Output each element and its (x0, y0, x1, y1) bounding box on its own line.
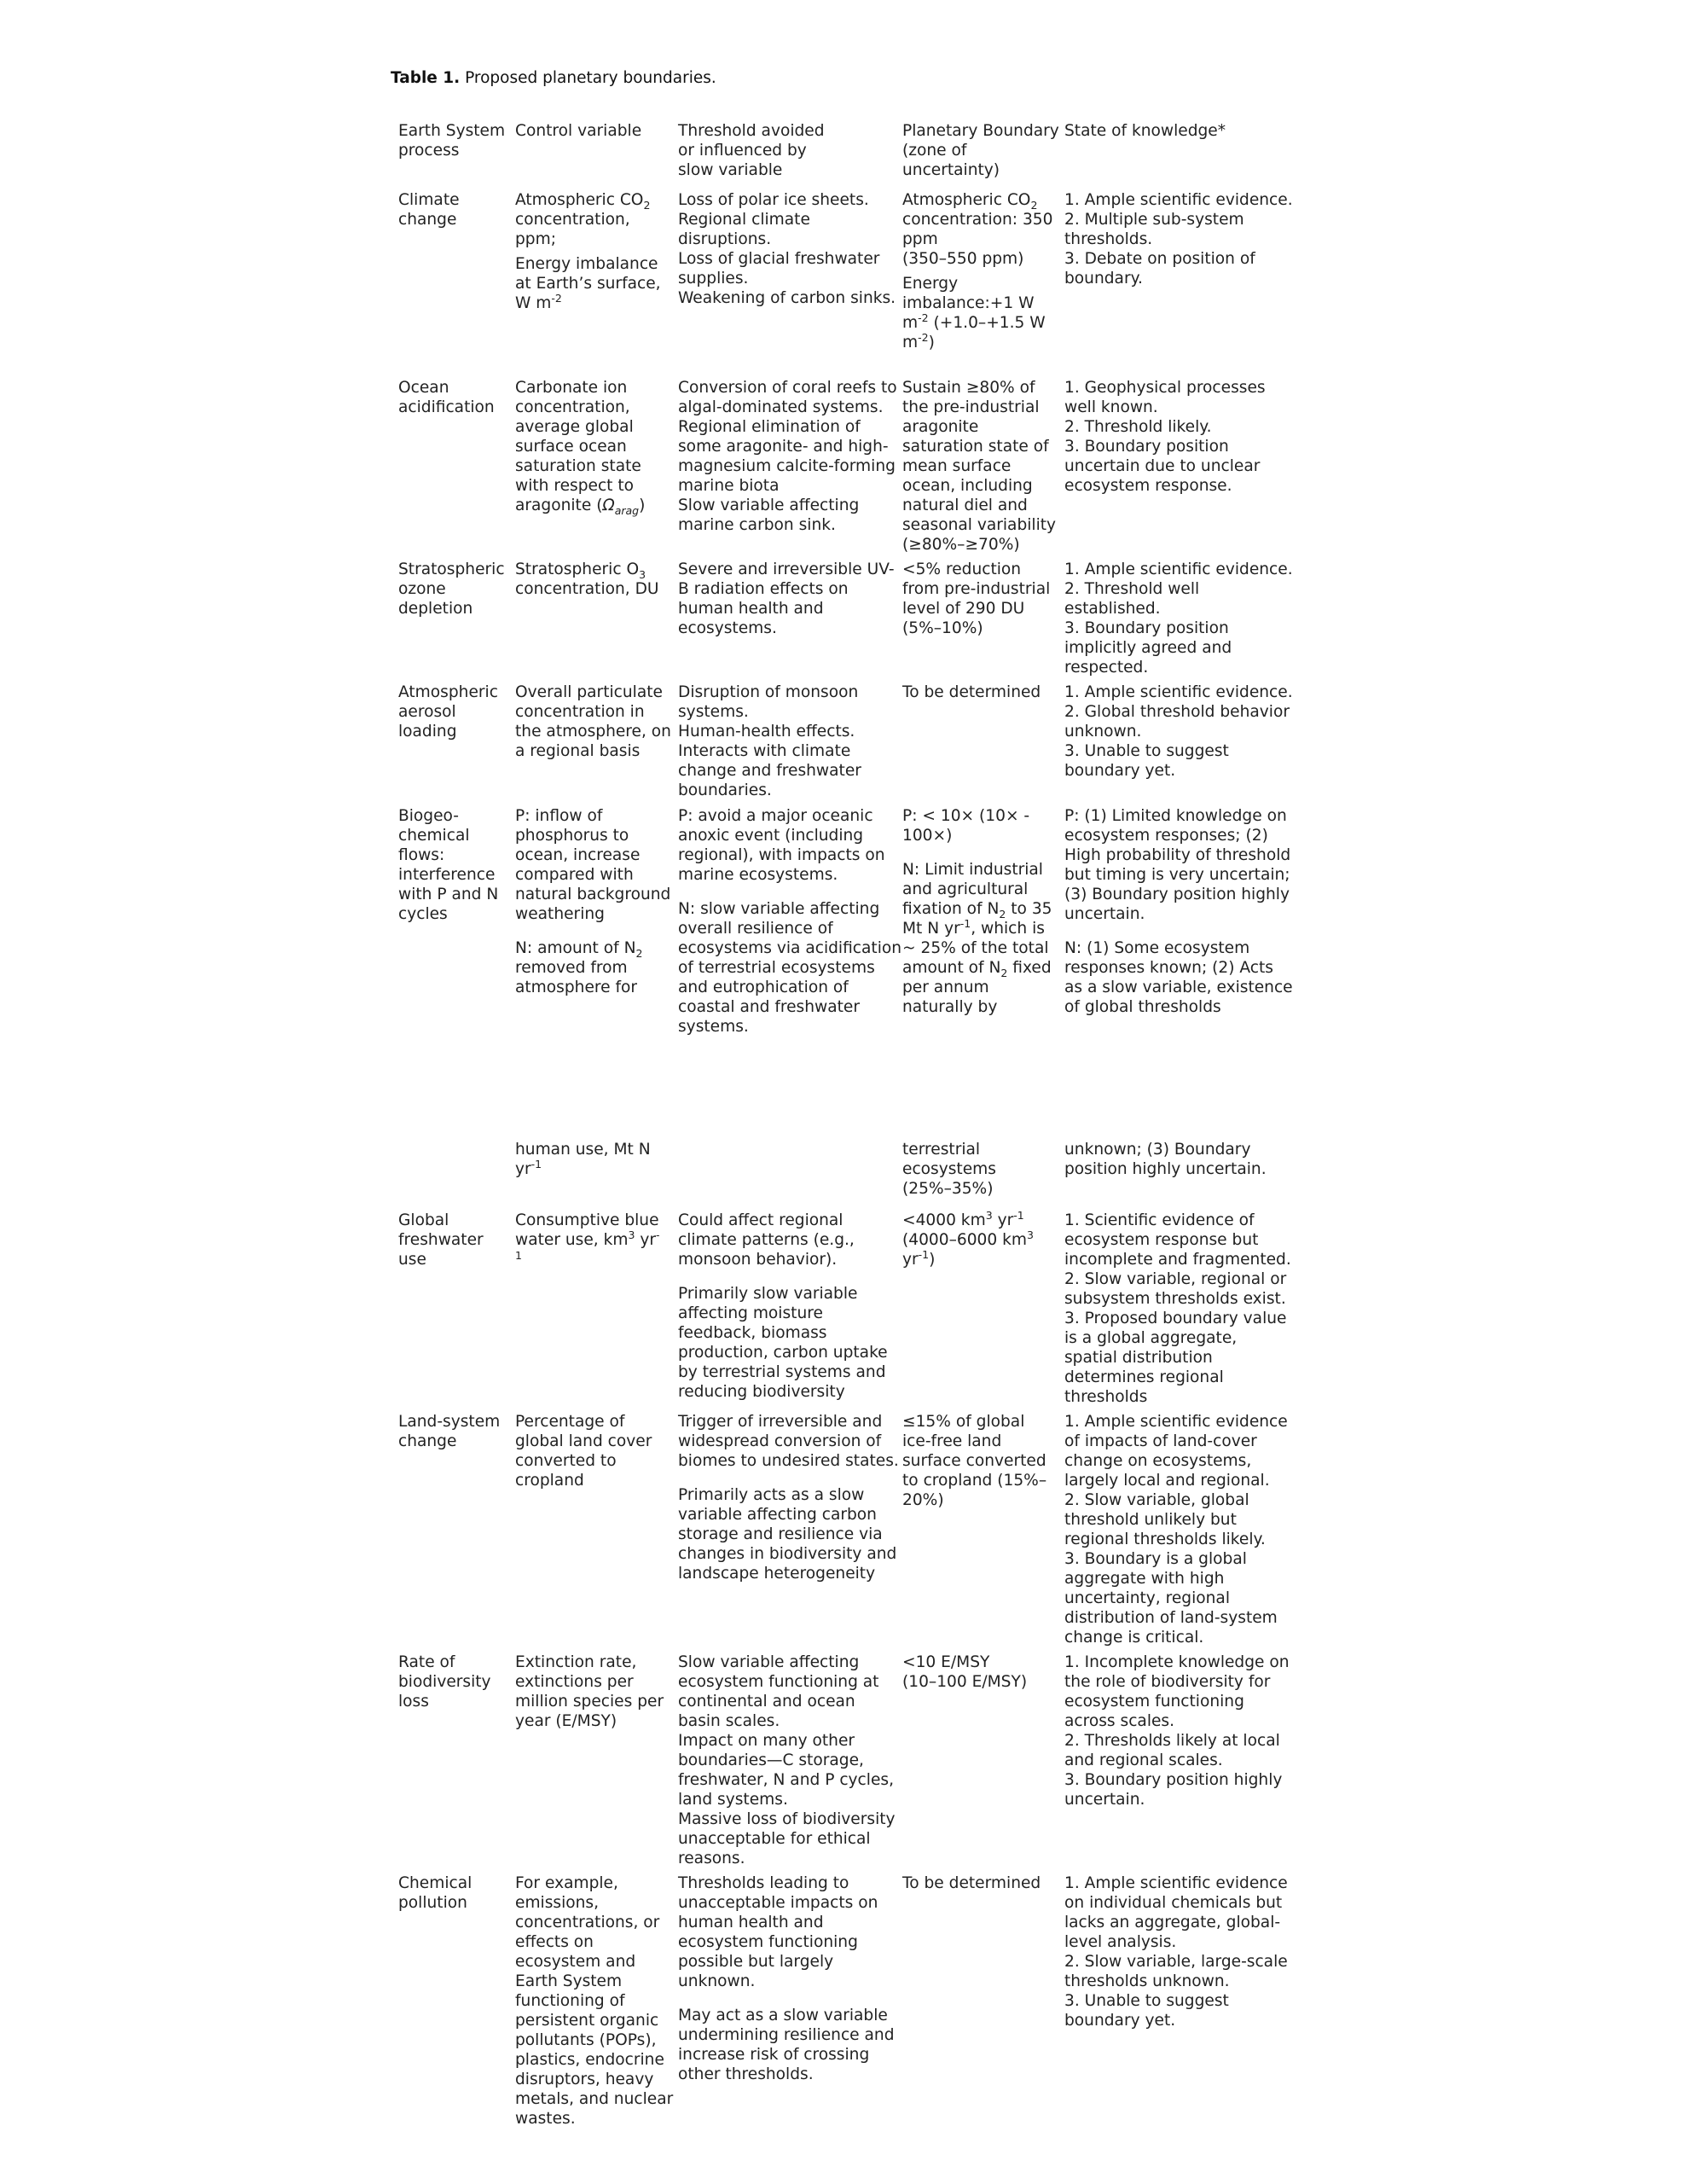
threshold-cell: Could affect regional climate patterns (e.g., monsoon behavior). Primarily slow variable affecting moisture feedback, biomass production, carbon uptake by terrestrial systems and reducing biodiversity (678, 1211, 888, 1401)
header-state-of-knowledge: State of knowledge* (1064, 122, 1226, 140)
knowledge-cell: 1. Ample scientific evidence. 2. Multiple sub-system thresholds. 3. Debate on position of boundary. (1064, 191, 1293, 288)
process-cell: Climate change (398, 191, 460, 229)
boundary-cell: To be determined (902, 1874, 1041, 1892)
knowledge-cell: 1. Ample scientific evidence. 2. Global threshold behavior unknown. 3. Unable to suggest boundary yet. (1064, 683, 1293, 780)
table-caption-label: Table 1. (391, 69, 461, 87)
threshold-cell: Trigger of irreversible and widespread conversion of biomes to undesired states. Primarily acts as a slow variable affecting carbon storage and resilience via changes in biodiversity and landscape heterogeneity (678, 1413, 899, 1583)
process-cell: Chemical pollution (398, 1874, 472, 1912)
process-cell: Land-system change (398, 1413, 501, 1450)
table-caption-text: Proposed planetary boundaries. (460, 69, 716, 87)
control-variable-cell: Percentage of global land cover converted to cropland (515, 1413, 652, 1490)
process-cell: Biogeo- chemical flows: interference with P and N cycles (398, 807, 499, 923)
threshold-cell: Severe and irreversible UV- B radiation effects on human health and ecosystems. (678, 561, 895, 637)
threshold-cell: Conversion of coral reefs to algal-dominated systems. Regional elimination of some aragonite- and high- magnesium calcite-forming marine biota Slow variable affecting marine carbon sink. (678, 379, 897, 534)
control-variable-cell: For example, emissions, concentrations, or effects on ecosystem and Earth System functioning of persistent organic pollutants (POPs), plastics, endocrine disruptors, heavy metals, and nuclear wastes. (515, 1874, 674, 2128)
table-caption (391, 68, 716, 89)
control-variable-cell: Extinction rate, extinctions per million species per year (E/MSY) (515, 1653, 664, 1730)
control-variable-cell: Overall particulate concentration in the atmosphere, on a regional basis (515, 683, 671, 760)
process-cell: Stratospheric ozone depletion (398, 561, 505, 618)
boundary-cell: Atmospheric $CO_2$ concentration: 350 ppm (350–550 ppm) Energy imbalance:+1 W $m^{-2}$ (+1.0–+1.5 W $m^{-2}$) (902, 191, 1053, 351)
header-control-variable: Control variable (515, 122, 642, 140)
knowledge-cell: 1. Ample scientific evidence. 2. Threshold well established. 3. Boundary position implicitly agreed and respected. (1064, 561, 1293, 677)
boundary-cell: To be determined (902, 683, 1041, 701)
knowledge-cell: unknown; (3) Boundary position highly uncertain. (1064, 1141, 1267, 1178)
boundary-cell: terrestrial ecosystems (25%–35%) (902, 1141, 996, 1198)
control-variable-cell: Atmospheric $CO_2$ concentration, ppm; Energy imbalance at Earth’s surface, W $m^{-2}$ (515, 191, 661, 312)
boundary-cell: <10 E/MSY (10–100 E/MSY) (902, 1653, 1028, 1691)
boundary-cell: ≤15% of global ice-free land surface converted to cropland (15%– 20%) (902, 1413, 1047, 1509)
header-planetary-boundary: Planetary Boundary (zone of uncertainty) (902, 122, 1059, 179)
boundary-cell: Sustain ≥80% of the pre-industrial aragonite saturation state of mean surface ocean, including natural diel and seasonal variability (≥80%–≥70%) (902, 379, 1057, 554)
knowledge-cell: 1. Incomplete knowledge on the role of biodiversity for ecosystem functioning across scales. 2. Thresholds likely at local and regional scales. 3. Boundary position highly uncertain. (1064, 1653, 1290, 1809)
control-variable-cell: Carbonate ion concentration, average global surface ocean saturation state with respect to aragonite $(\Omega_{arag})$ (515, 379, 646, 517)
boundary-cell: <5% reduction from pre-industrial level of 290 DU (5%–10%) (902, 561, 1051, 637)
header-threshold: Threshold avoided or influenced by slow variable (678, 122, 825, 179)
threshold-cell: Loss of polar ice sheets. Regional climate disruptions. Loss of glacial freshwater supplies. Weakening of carbon sinks. (678, 191, 896, 307)
process-cell: Ocean acidification (398, 379, 495, 416)
knowledge-cell: P: (1) Limited knowledge on ecosystem responses; (2) High probability of threshold but timing is very uncertain; (3) Boundary position highly uncertain. N: (1) Some ecosystem responses known; (2) Acts as a slow variable, existence of global thresholds (1064, 807, 1293, 1016)
knowledge-cell: 1. Geophysical processes well known. 2. Threshold likely. 3. Boundary position uncertain due to unclear ecosystem response. (1064, 379, 1266, 495)
control-variable-cell: Consumptive blue water use, $km^3$ yr- 1 (515, 1211, 660, 1262)
knowledge-cell: 1. Ample scientific evidence on individual chemicals but lacks an aggregate, global- level analysis. 2. Slow variable, large-scale thresholds unknown. 3. Unable to suggest boundary yet. (1064, 1874, 1288, 2030)
process-cell: Rate of biodiversity loss (398, 1653, 491, 1711)
boundary-cell: P: < 10× (10× - 100×) N: Limit industrial and agricultural fixation of $N_2$ to 35 Mt N $yr^{-1}$, which is ~ 25% of the total amount of $N_2$ fixed per annum naturally by (902, 807, 1052, 1016)
process-cell: Global freshwater use (398, 1211, 484, 1269)
threshold-cell: Slow variable affecting ecosystem functioning at continental and ocean basin scales. Impact on many other boundaries—C storage, freshwater, N and P cycles, land systems. Massive loss of biodiversity unacceptable for ethical reasons. (678, 1653, 896, 1867)
process-cell: Atmospheric aerosol loading (398, 683, 498, 741)
header-earth-system-process: Earth System process (398, 122, 506, 160)
control-variable-cell: human use, Mt N $yr^{-1}$ (515, 1141, 651, 1178)
threshold-cell: Disruption of monsoon systems. Human-health effects. Interacts with climate change and freshwater boundaries. (678, 683, 861, 799)
control-variable-cell: P: inflow of phosphorus to ocean, increase compared with natural background weathering N: amount of $N_2$ removed from atmosphere for (515, 807, 671, 996)
knowledge-cell: 1. Scientific evidence of ecosystem response but incomplete and fragmented. 2. Slow variable, regional or subsystem thresholds exist. 3. Proposed boundary value is a global aggregate, spatial distribution determines regional thresholds (1064, 1211, 1291, 1406)
knowledge-cell: 1. Ample scientific evidence of impacts of land-cover change on ecosystems, largely local and regional. 2. Slow variable, global threshold unlikely but regional thresholds likely. 3. Boundary is a global aggregate with high uncertainty, regional distribution of land-system change is critical. (1064, 1413, 1288, 1647)
threshold-cell: Thresholds leading to unacceptable impacts on human health and ecosystem functioning possible but largely unknown. May act as a slow variable undermining resilience and increase risk of crossing other thresholds. (678, 1874, 895, 2083)
boundary-cell: <4000 $km^3$ $yr^{-1}$ (4000–6000 $km^3$ $yr^{-1}$) (902, 1209, 1034, 1269)
control-variable-cell: Stratospheric $O_3$ concentration, DU (515, 561, 659, 598)
threshold-cell: P: avoid a major oceanic anoxic event (including regional), with impacts on marine ecosystems. N: slow variable affecting overall resilience of ecosystems via acidification of terrestrial ecosystems and eutrophication of coastal and freshwater systems. (678, 807, 902, 1036)
